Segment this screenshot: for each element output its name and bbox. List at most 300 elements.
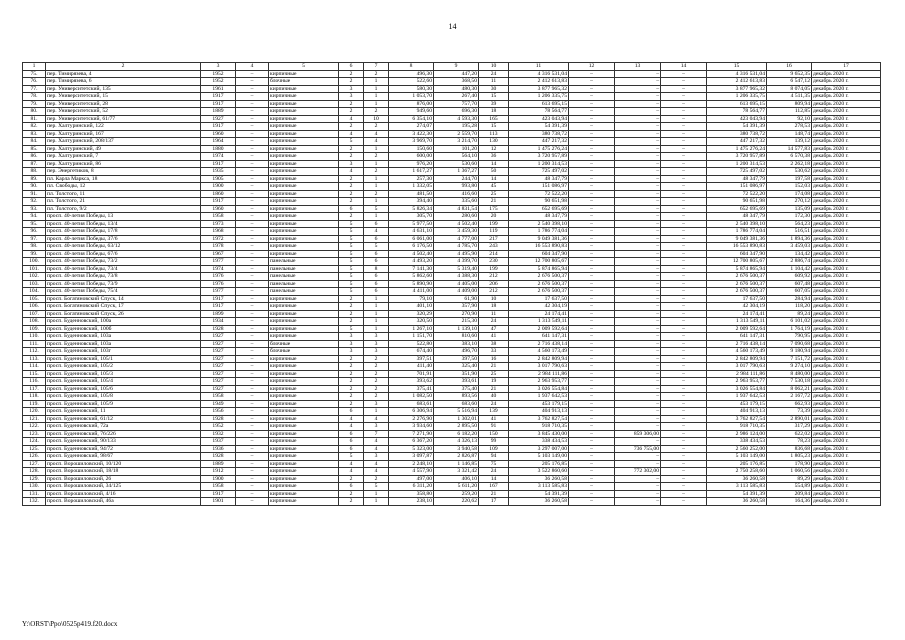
table-cell: кирпичные [269,183,339,191]
table-cell: 522,60 [389,78,434,86]
table-cell: 2 540 398,10 [707,220,767,228]
table-cell: 1 [364,145,389,153]
table-row [23,475,881,483]
table-cell: 8 480,00 [767,370,812,378]
table-cell: – [615,78,661,86]
table-cell: – [615,490,661,498]
table-cell: 1 937 642,53 [707,393,767,401]
table-cell: 1952 [201,78,236,86]
table-cell: 107. [23,310,46,318]
table-cell: просп. Буденновский, 103г [46,348,201,356]
table-cell: просп. Ворошиловский, 26 [46,475,201,483]
table-cell: 1 082,50 [389,393,434,401]
table-cell: – [615,498,661,506]
table-cell: 199 [479,220,509,228]
table-cell: 1 [364,93,389,101]
table-cell: 1917 [201,490,236,498]
table-cell: 522,80 [389,340,434,348]
table-cell: 2 [339,490,364,498]
table-cell: 1 151,70 [389,333,434,341]
table-cell: 320,29 [389,310,434,318]
table-cell: кирпичные [269,453,339,461]
table-cell: – [569,378,615,386]
table-cell: – [236,258,269,266]
table-cell: 5 [339,273,364,281]
table-cell: – [569,468,615,476]
table-cell: – [236,250,269,258]
table-cell: декабрь 2020 г. [812,145,881,153]
table-cell: кирпичные [269,295,339,303]
table-row [23,498,881,506]
table-cell: 335,60 [434,198,479,206]
table-cell: 1968 [201,228,236,236]
table-cell: кирпичные [269,70,339,78]
table-cell: 2 963 953,77 [509,378,569,386]
table-cell: 5 874 865,94 [707,265,767,273]
table-cell: 12 [479,145,509,153]
table-cell: – [569,340,615,348]
table-cell: 1860 [201,190,236,198]
table-cell: декабрь 2020 г. [812,280,881,288]
table-cell: – [661,423,707,431]
table-cell: 134,42 [767,250,812,258]
table-cell: – [236,303,269,311]
table-cell: 24 [479,70,509,78]
table-cell: 5 611,20 [434,483,479,491]
table-cell: декабрь 2020 г. [812,130,881,138]
table-cell: – [236,340,269,348]
table-cell: 3 [339,160,364,168]
table-cell: 3 017 790,63 [509,363,569,371]
table-cell: 1927 [201,385,236,393]
table-cell: 14 [479,475,509,483]
table-cell: кирпичные [269,175,339,183]
table-cell: 2 276,90 [389,415,434,423]
table-cell: 604 347,90 [509,250,569,258]
table-cell: – [615,415,661,423]
table-row [23,115,881,123]
table-cell: – [661,475,707,483]
table-cell: просп. Богатяновский Спуск, 26 [46,310,201,318]
table-cell: пер. Энергетиков, 8 [46,168,201,176]
table-cell: 112. [23,348,46,356]
table-cell: 4 631,10 [389,228,434,236]
table-cell: 2 [339,145,364,153]
table-cell: 104. [23,288,46,296]
table-cell: 42 304,19 [707,303,767,311]
table-cell: пер. Халтуринский, 49 [46,145,201,153]
table-cell: – [661,408,707,416]
table-cell: 4 [339,130,364,138]
table-cell: 1 [364,295,389,303]
table-cell: просп. 40-летия Победы, 37/6 [46,235,201,243]
table-cell: – [569,250,615,258]
table-row [23,325,881,333]
table-cell: декабрь 2020 г. [812,348,881,356]
table-cell: 3 297 007,00 [509,445,569,453]
table-row [23,190,881,198]
table-cell: 1952 [201,423,236,431]
table-cell: 2 [364,370,389,378]
table-cell: 1880 [201,145,236,153]
table-cell: 5 862,60 [389,273,434,281]
table-cell: 2 [339,78,364,86]
table-cell: 54 391,39 [509,490,569,498]
table-cell: 4 409,00 [434,288,479,296]
table-cell: – [661,168,707,176]
table-row [23,250,881,258]
table-cell: 1 475 276,24 [707,145,767,153]
table-cell: 6 [339,483,364,491]
table-cell: панельные [269,280,339,288]
table-cell: декабрь 2020 г. [812,378,881,386]
table-cell: – [236,498,269,506]
table-cell: 217 [479,235,509,243]
table-cell: 122. [23,423,46,431]
table-cell: 401,10 [389,303,434,311]
table-cell: – [661,340,707,348]
table-cell: – [615,483,661,491]
table-cell: просп. Буденновский, 11 [46,408,201,416]
table-cell: 4 557,90 [389,468,434,476]
table-cell: 2 [339,295,364,303]
table-cell: 72 522,20 [509,190,569,198]
table-cell: 5 [339,453,364,461]
table-cell: 1961 [201,85,236,93]
table-cell: просп. 40-летия Победы, 17/8 [46,228,201,236]
table-cell: 4 [339,423,364,431]
table-cell: 6 061,00 [389,235,434,243]
table-row [23,408,881,416]
table-cell: – [615,130,661,138]
table-cell: – [661,415,707,423]
table-cell: декабрь 2020 г. [812,190,881,198]
table-cell: 80. [23,108,46,116]
table-cell: 2 [339,123,364,131]
table-cell: 17 637,50 [707,295,767,303]
table-cell: – [236,123,269,131]
table-row [23,438,881,446]
table-cell: кирпичные [269,228,339,236]
table-cell: 481,50 [389,190,434,198]
table-cell: – [615,115,661,123]
table-cell: кирпичные [269,138,339,146]
table-cell: – [661,198,707,206]
table-cell: – [569,423,615,431]
column-header: 4 [236,63,269,71]
table-cell: 4 593,30 [434,115,479,123]
table-cell: 105. [23,295,46,303]
table-cell: пер. Тимирязева, 6 [46,78,201,86]
table-cell: 6 [364,288,389,296]
table-cell: 4 [364,228,389,236]
table-cell: декабрь 2020 г. [812,445,881,453]
table-cell: 7 151,72 [767,355,812,363]
table-cell: 99 [479,438,509,446]
table-cell: 20 [479,213,509,221]
table-cell: панельные [269,273,339,281]
table-row [23,220,881,228]
table-cell: декабрь 2020 г. [812,355,881,363]
table-row [23,198,881,206]
table-cell: – [661,160,707,168]
table-cell: – [569,115,615,123]
table-cell: – [661,108,707,116]
table-cell: 78 564,77 [707,108,767,116]
table-cell: 4 [364,130,389,138]
table-cell: – [569,333,615,341]
table-cell: – [569,153,615,161]
table-cell: 2 986 124,00 [707,430,767,438]
table-cell: 325,40 [434,363,479,371]
table-cell: – [236,273,269,281]
table-cell: 1 [364,318,389,326]
table-cell: 1 894,36 [767,235,812,243]
table-cell: 16 553 890,83 [509,243,569,251]
table-cell: просп. Богатяновский Спуск, 17 [46,303,201,311]
table-cell: 496,70 [434,348,479,356]
footer-file-path: Y:\ORST\Ppo\0525p419.f20.docx [22,620,118,628]
table-cell: 3 [364,453,389,461]
table-cell: 5 103 149,00 [707,453,767,461]
table-cell: кирпичные [269,333,339,341]
table-cell: 1 [364,310,389,318]
table-cell: блочные [269,340,339,348]
table-cell: – [236,235,269,243]
table-cell: 1 [364,160,389,168]
table-cell: просп. Буденновский, 105/2 [46,363,201,371]
table-cell: 139,12 [767,138,812,146]
table-cell: 1912 [201,468,236,476]
table-cell: декабрь 2020 г. [812,213,881,221]
table-cell: 77. [23,85,46,93]
table-cell: 118. [23,393,46,401]
table-cell: 1917 [201,100,236,108]
table-cell: 25 [479,190,509,198]
table-cell: 79. [23,100,46,108]
table-cell: 2 [339,175,364,183]
table-cell: 2 412 613,83 [509,78,569,86]
table-cell: 9 049 381,36 [707,235,767,243]
table-cell: 164,36 [767,498,812,506]
table-cell: 516,51 [767,228,812,236]
table-cell: декабрь 2020 г. [812,318,881,326]
table-cell: – [569,243,615,251]
table-cell: 1905 [201,175,236,183]
table-cell: 17 [479,498,509,506]
table-cell: 5 890,90 [389,280,434,288]
table-cell: 1 367,27 [434,168,479,176]
table-cell: – [615,213,661,221]
table-cell: 3 026 554,84 [707,385,767,393]
table-cell: – [615,303,661,311]
table-cell: – [236,355,269,363]
table-cell: декабрь 2020 г. [812,333,881,341]
table-cell: 14 [479,175,509,183]
table-cell: 92,10 [767,115,812,123]
column-header: 1 [23,63,46,71]
table-cell: 2 [364,393,389,401]
table-cell: 622,02 [767,430,812,438]
table-cell: 89,24 [767,310,812,318]
table-cell: 257,30 [389,175,434,183]
table-cell: – [236,175,269,183]
table-cell: панельные [269,288,339,296]
table-cell: декабрь 2020 г. [812,370,881,378]
table-cell: 205 176,85 [509,460,569,468]
table-cell: – [615,423,661,431]
table-cell: 172,30 [767,213,812,221]
table-cell: – [569,415,615,423]
table-cell: декабрь 2020 г. [812,250,881,258]
table-row [23,483,881,491]
table-cell: 2 167,72 [767,393,812,401]
table-cell: пер. Халтуринский, 167 [46,130,201,138]
table-cell: 132. [23,498,46,506]
table-cell: 1958 [201,483,236,491]
table-cell: 54 391,39 [509,123,569,131]
table-cell: – [615,438,661,446]
table-cell: 641 147,31 [707,333,767,341]
table-cell: 375,41 [389,385,434,393]
table-cell: 725 497,02 [509,168,569,176]
table-cell: 45 [479,183,509,191]
table-cell: – [569,145,615,153]
table-row [23,130,881,138]
table-cell: 129. [23,475,46,483]
table-cell: 607,05 [767,288,812,296]
table-cell: 609,92 [767,273,812,281]
table-cell: – [661,490,707,498]
table-cell: кирпичные [269,213,339,221]
table-cell: 338 434,53 [707,438,767,446]
table-cell: 41 [479,333,509,341]
table-cell: – [569,408,615,416]
table-cell: кирпичные [269,153,339,161]
table-cell: – [569,160,615,168]
table-cell: 101. [23,265,46,273]
table-cell: 119 [479,228,509,236]
table-cell: 3 877 965,32 [707,85,767,93]
table-cell: декабрь 2020 г. [812,70,881,78]
table-cell: 5 826,34 [389,205,434,213]
table-cell: 86. [23,153,46,161]
table-cell: 115. [23,370,46,378]
table-cell: 24 [479,400,509,408]
table-row [23,468,881,476]
table-cell: кирпичные [269,205,339,213]
table-cell: – [569,303,615,311]
table-cell: – [615,175,661,183]
table-cell: – [569,100,615,108]
table-cell: 4 388,30 [434,273,479,281]
table-cell: пер. Халтуринский, 7 [46,153,201,161]
table-cell: – [236,468,269,476]
table-cell: – [569,385,615,393]
table-cell: 1972 [201,235,236,243]
table-cell: 112,85 [767,108,812,116]
table-row [23,273,881,281]
table-cell: – [615,370,661,378]
table-cell: кирпичные [269,160,339,168]
table-cell: 94 [479,453,509,461]
table-cell: кирпичные [269,235,339,243]
table-cell: 135,09 [767,205,812,213]
table-cell: 5 516,94 [434,408,479,416]
table-cell: 1936 [201,445,236,453]
table-cell: 215,30 [434,318,479,326]
table-cell: кирпичные [269,100,339,108]
table-cell: пер. Тимирязева, 4 [46,70,201,78]
table-cell: 1 [364,100,389,108]
table-cell: 174,08 [767,190,812,198]
table-cell: просп. Ворошиловский, 18/18 [46,468,201,476]
table-cell: кирпичные [269,430,339,438]
table-cell: декабрь 2020 г. [812,78,881,86]
table-cell: 4 [364,138,389,146]
table-cell: 2 750 258,60 [707,468,767,476]
table-cell: 2 [364,108,389,116]
table-cell: декабрь 2020 г. [812,325,881,333]
table-cell: 6 [364,258,389,266]
table-cell: – [661,318,707,326]
table-cell: 2 412 613,83 [707,78,767,86]
table-cell: – [661,78,707,86]
table-cell: просп. Буденновский, 94/72 [46,445,201,453]
table-cell: 1899 [201,310,236,318]
table-cell: 117. [23,385,46,393]
table-cell: 2 [364,70,389,78]
table-cell: 1927 [201,333,236,341]
table-cell: 1 206 335,75 [707,93,767,101]
table-cell: пер. Университетский, 135 [46,85,201,93]
table-cell: 8 [364,265,389,273]
table-cell: 406,10 [434,475,479,483]
table-cell: – [569,498,615,506]
table-cell: – [236,288,269,296]
table-cell: 12 700 805,67 [707,258,767,266]
table-cell: 1964 [201,138,236,146]
table-cell: 90 651,98 [707,198,767,206]
table-cell: 9 652,35 [767,70,812,78]
table-cell: 3 877 965,32 [509,85,569,93]
table-cell: 1927 [201,115,236,123]
table-row [23,183,881,191]
table-cell: 2 [364,355,389,363]
table-cell: – [236,408,269,416]
table-cell: – [615,310,661,318]
table-cell: – [236,108,269,116]
table-cell: просп. Буденновский, 98/67 [46,453,201,461]
table-cell: – [661,393,707,401]
table-row [23,265,881,273]
table-cell: 2 [339,370,364,378]
table-cell: – [569,198,615,206]
table-cell: 2 842 809,94 [509,355,569,363]
column-header: 5 [269,63,339,71]
table-cell: 3 720 957,89 [707,153,767,161]
table-cell: просп. Богатяновский Спуск, 14 [46,295,201,303]
table-cell: 36 260,58 [509,498,569,506]
table-cell: 2 [339,108,364,116]
table-cell: 5 [339,220,364,228]
table-cell: 5 977,50 [389,220,434,228]
table-cell: 3 762 827,54 [707,415,767,423]
table-cell: 113. [23,355,46,363]
table-cell: 5 323,00 [389,445,434,453]
table-cell: просп. 40-летия Победы, 73/8 [46,273,201,281]
table-cell: 1974 [201,265,236,273]
